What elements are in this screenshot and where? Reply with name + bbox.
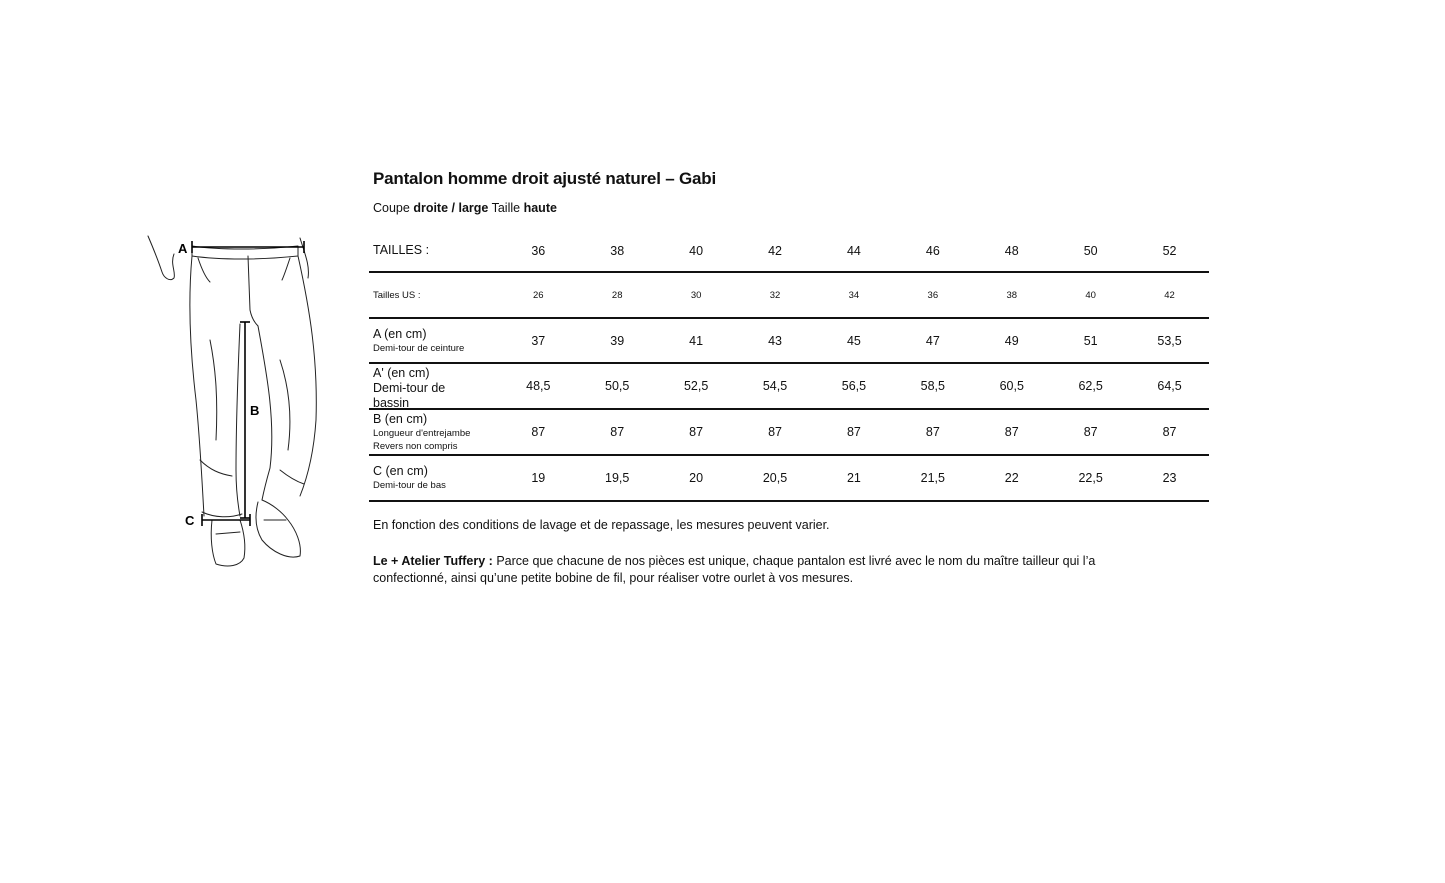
table-cell: 87 <box>768 425 782 439</box>
table-row-a-prime <box>369 364 1209 408</box>
table-cell: 87 <box>531 425 546 439</box>
size-header-cell: 36 <box>531 243 546 258</box>
size-header-cell: 40 <box>689 243 704 258</box>
marker-a-label: A <box>178 241 188 256</box>
table-cell: 48,5 <box>526 379 551 393</box>
table-cell: 56,5 <box>841 379 867 393</box>
table-cell: 87 <box>1004 425 1019 439</box>
size-header-cell: 50 <box>1083 243 1098 258</box>
table-cell: 60,5 <box>999 379 1024 393</box>
taille-label: Taille <box>491 201 521 215</box>
table-cell: 39 <box>610 333 625 348</box>
table-cell: 43 <box>768 333 782 348</box>
table-cell: 21,5 <box>920 471 945 485</box>
row-label-description: Demi-tour de bassin <box>373 380 446 410</box>
table-cell: 51 <box>1083 333 1098 348</box>
table-cell: 87 <box>689 425 704 439</box>
table-cell: 42 <box>1164 289 1175 301</box>
table-cell: 36 <box>927 289 939 301</box>
row-label <box>369 464 499 492</box>
table-cell: 20 <box>689 471 704 485</box>
row-label-note: Revers non compris <box>373 440 458 452</box>
row-label <box>369 366 499 411</box>
size-header-label: TAILLES : <box>373 243 430 257</box>
table-cell: 23 <box>1162 471 1177 485</box>
table-cell: 47 <box>925 333 940 348</box>
table-cell: 30 <box>690 289 702 301</box>
table-cell: 87 <box>610 425 625 439</box>
table-cell: 19,5 <box>605 471 630 485</box>
row-label-title: A (en cm) <box>373 326 427 341</box>
row-label-title: A' (en cm) <box>373 365 430 380</box>
coupe-label: Coupe <box>373 201 410 215</box>
table-divider <box>369 500 1209 502</box>
table-cell: 54,5 <box>762 379 788 393</box>
product-title: Pantalon homme droit ajusté naturel – Gabi <box>373 169 716 188</box>
product-subtitle <box>373 201 557 215</box>
table-row-b <box>369 410 1209 454</box>
size-header-cell: 48 <box>1004 243 1019 258</box>
size-header-cell: 52 <box>1162 243 1177 258</box>
trousers-illustration <box>140 220 340 575</box>
row-label-title: C (en cm) <box>373 464 428 478</box>
table-cell: 50,5 <box>605 379 630 393</box>
size-table <box>369 230 1209 502</box>
atelier-note-text: Parce que chacune de nos pièces est unique, chaque pantalon est livré avec le nom du maître tailleur qui l’a confectionné, ainsi qu’une petite bobine de fil, pour réaliser votre ourlet à vos mesures. <box>373 554 1096 585</box>
table-cell: 40 <box>1085 289 1096 301</box>
washing-note: En fonction des conditions de lavage et de repassage, les mesures peuvent varier. <box>373 518 830 532</box>
table-cell: 22 <box>1004 471 1019 485</box>
table-row-c <box>369 456 1209 500</box>
table-cell: 87 <box>1162 425 1177 439</box>
row-label <box>369 327 499 355</box>
atelier-note-label: Le + Atelier Tuffery : <box>373 554 493 568</box>
table-cell: 49 <box>1004 333 1019 348</box>
table-cell: 34 <box>848 289 860 301</box>
size-header-row <box>369 230 1209 271</box>
table-cell: 37 <box>531 333 546 348</box>
taille-value: haute <box>523 201 557 215</box>
table-cell: 32 <box>769 289 781 301</box>
coupe-value: droite / large <box>413 201 489 215</box>
table-cell: 41 <box>689 333 704 348</box>
table-cell: 21 <box>846 471 861 485</box>
size-header-cell: 46 <box>925 243 940 258</box>
table-cell: 20,5 <box>762 471 788 485</box>
table-cell: 52,5 <box>683 379 709 393</box>
row-label-description: Demi-tour de bas <box>373 480 446 491</box>
table-cell: 58,5 <box>920 379 945 393</box>
table-cell: 26 <box>533 289 544 301</box>
table-cell: 87 <box>1083 425 1098 439</box>
table-row-a <box>369 319 1209 362</box>
row-label-title: B (en cm) <box>373 411 428 426</box>
table-cell: 87 <box>925 425 940 439</box>
size-header-cell: 44 <box>846 243 861 258</box>
table-cell: 62,5 <box>1078 379 1103 393</box>
table-cell: 45 <box>846 333 861 348</box>
size-header-cell: 42 <box>768 243 782 258</box>
table-cell: 22,5 <box>1078 471 1103 485</box>
table-row-us-sizes <box>369 273 1209 317</box>
row-label-description: Demi-tour de ceinture <box>373 342 465 354</box>
row-label: Tailles US : <box>373 289 421 301</box>
table-cell: 53,5 <box>1157 333 1182 348</box>
row-label <box>369 412 499 453</box>
marker-b-label: B <box>250 403 260 418</box>
table-cell: 28 <box>611 289 623 301</box>
marker-c-label: C <box>185 513 195 528</box>
table-cell: 19 <box>531 471 546 485</box>
table-cell: 38 <box>1006 289 1018 301</box>
size-header-cell: 38 <box>610 243 625 258</box>
row-label-description: Longueur d'entrejambe <box>373 427 471 439</box>
table-cell: 64,5 <box>1157 379 1182 393</box>
table-cell: 87 <box>846 425 861 439</box>
atelier-note <box>373 553 1153 587</box>
